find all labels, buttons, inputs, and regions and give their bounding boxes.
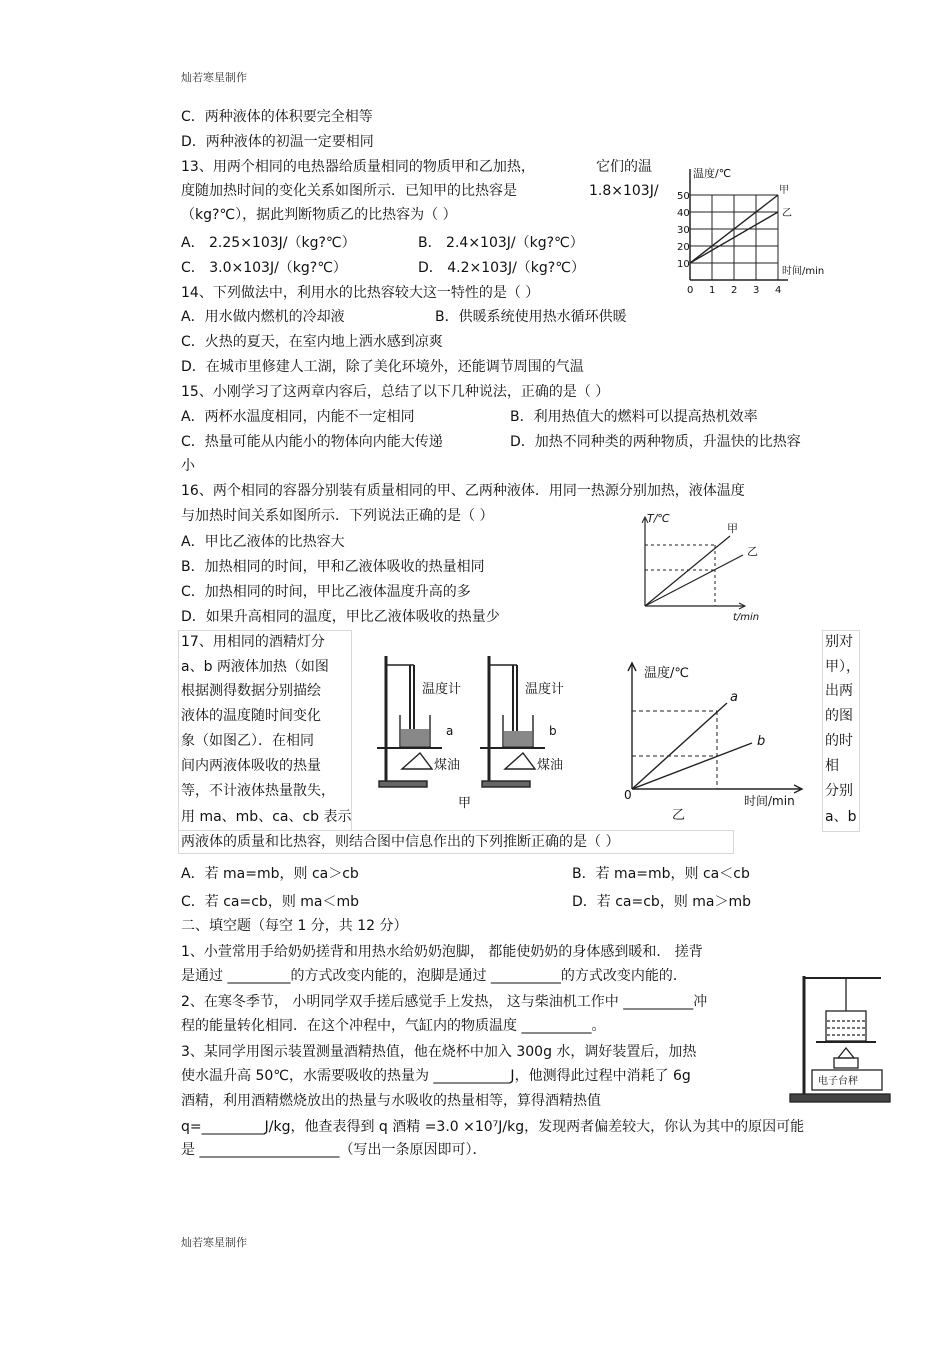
q15-option-c: C．热量可能从内能小的物体向内能大传递	[181, 434, 443, 450]
q15-stem: 15、小刚学习了这两章内容后，总结了以下几种说法，正确的是（ ）	[181, 384, 610, 400]
q13-option-a: A． 2.25×103J/（kg?℃）	[181, 235, 356, 251]
q17-thermometer-1: 温度计	[422, 682, 462, 697]
q17-ab: a、b	[825, 809, 857, 825]
q14-option-d: D．在城市里修建人工湖，除了美化环境外，还能调节周围的气温	[181, 359, 584, 375]
q13-stem-1b: 它们的温	[596, 159, 652, 175]
q17-fuel-1: 煤油	[434, 758, 461, 773]
q12-option-c: C．两种液体的体积要完全相等	[181, 109, 373, 125]
q13-stem-2b: 1.8×103J/	[589, 183, 659, 199]
page-footer: 灿若寒星制作	[181, 1236, 247, 1249]
q17-use: 用 ma、mb、ca、cb 表示	[181, 809, 352, 825]
q13-figure	[670, 163, 840, 298]
q16-option-c: C．加热相同的时间，甲比乙液体温度升高的多	[181, 584, 471, 600]
q13-option-b: B． 2.4×103J/（kg?℃）	[418, 235, 584, 251]
fill1-line-2: 是通过 _________的方式改变内能的，泡脚是通过 __________的方式改变内能的．	[181, 968, 687, 984]
q13-xtick-3: 3	[753, 285, 760, 296]
fill3-figure	[786, 966, 896, 1108]
q17-liquid-a: a	[446, 724, 454, 738]
q15-option-b: B．利用热值大的燃料可以提高热机效率	[510, 409, 758, 425]
q17-right-6: 相	[825, 758, 839, 774]
fill3-line-5: 是 ____________________（写出一条原因即可）．	[181, 1142, 487, 1158]
q13-xtick-0: 0	[687, 285, 694, 296]
q14-stem: 14、下列做法中，利用水的比热容较大这一特性的是（ ）	[181, 285, 540, 301]
q13-stem-2: 度随加热时间的变化关系如图所示．已知甲的比热容是	[181, 183, 517, 199]
q13-ylabel: 温度/℃	[693, 167, 732, 180]
q13-ytick-40: 40	[677, 208, 690, 219]
q16-series-b: 乙	[747, 545, 758, 558]
q17-label-jia: 甲	[458, 796, 472, 811]
q16-ylabel: T/℃	[647, 512, 670, 525]
q13-option-c: C． 3.0×103J/（kg?℃）	[181, 260, 347, 276]
q13-ytick-10: 10	[677, 259, 690, 270]
q15-option-a: A．两杯水温度相同，内能不一定相同	[181, 409, 415, 425]
q17-option-c: C．若 ca=cb，则 ma＜mb	[181, 894, 360, 910]
q17-origin: 0	[624, 788, 632, 802]
q17-figure	[352, 651, 822, 826]
q14-option-c: C．火热的夏天，在室内地上洒水感到凉爽	[181, 334, 443, 350]
q17-right-4: 的图	[825, 708, 853, 724]
q17-left-1: 17、用相同的酒精灯分	[181, 634, 325, 650]
q17-left-5: 象（如图乙）．在相同	[181, 733, 314, 749]
fill2-line-2: 程的能量转化相同．在这个冲程中，气缸内的物质温度 __________。	[181, 1018, 606, 1034]
q16-option-a: A．甲比乙液体的比热容大	[181, 534, 345, 550]
q13-ytick-30: 30	[677, 225, 690, 236]
q17-option-a: A．若 ma=mb，则 ca＞cb	[181, 866, 359, 882]
q13-stem-1: 13、用两个相同的电热器给质量相同的物质甲和乙加热，	[181, 159, 535, 175]
q17-ylabel: 温度/℃	[644, 666, 689, 681]
q13-series-b: 乙	[782, 208, 792, 219]
q17-left-6: 间内两液体吸收的热量	[181, 758, 321, 774]
q17-right-7: 分别	[825, 783, 853, 799]
q13-option-d: D． 4.2×103J/（kg?℃）	[418, 260, 585, 276]
q17-left-3: 根据测得数据分别描绘	[181, 683, 321, 699]
q13-series-a: 甲	[779, 185, 789, 196]
fill3-scale-label: 电子台秤	[818, 1076, 858, 1087]
q16-option-b: B．加热相同的时间，甲和乙液体吸收的热量相同	[181, 559, 485, 575]
q17-fuel-2: 煤油	[537, 758, 564, 773]
q12-option-d: D．两种液体的初温一定要相同	[181, 134, 374, 150]
q13-xtick-2: 2	[731, 285, 738, 296]
q17-left-4: 液体的温度随时间变化	[181, 708, 321, 724]
q17-liquid-b: b	[549, 724, 557, 738]
fill3-line-3: 酒精，利用酒精燃烧放出的热量与水吸收的热量相等，算得酒精热值	[181, 1093, 601, 1109]
fill2-line-1: 2、在寒冬季节， 小明同学双手搓后感觉手上发热， 这与柴油机工作中 __________冲	[181, 994, 708, 1010]
q17-option-d: D．若 ca=cb，则 ma＞mb	[572, 894, 752, 910]
q17-label-yi: 乙	[672, 808, 686, 823]
fill3-line-2: 使水温升高 50℃，水需要吸收的热量为 ___________J，他测得此过程中消耗了 6g	[181, 1068, 691, 1084]
q17-series-b: b	[757, 734, 766, 749]
q17-series-a: a	[730, 690, 738, 705]
q16-stem-2: 与加热时间关系如图所示．下列说法正确的是（ ）	[181, 508, 494, 524]
q13-xlabel: 时间/min	[782, 266, 825, 277]
page-header: 灿若寒星制作	[181, 71, 247, 84]
q13-xtick-1: 1	[709, 285, 716, 296]
q17-thermometer-2: 温度计	[525, 682, 565, 697]
q15-option-d-cont: 小	[181, 458, 195, 474]
q15-option-d: D．加热不同种类的两种物质，升温快的比热容	[510, 434, 801, 450]
fill3-line-4: q=_________J/kg，他查表得到 q 酒精 =3.0 ×10⁷J/kg，发现两者偏差较大，你认为其中的原因可能	[181, 1119, 805, 1135]
q17-option-b: B．若 ma=mb，则 ca＜cb	[572, 866, 750, 882]
q16-series-a: 甲	[727, 522, 738, 535]
q13-stem-3: （kg?℃），据此判断物质乙的比热容为（ ）	[181, 207, 457, 223]
q13-ytick-20: 20	[677, 242, 690, 253]
q17-right-3: 出两	[825, 683, 853, 699]
section-2-title: 二、填空题（每空 1 分，共 12 分）	[181, 918, 408, 934]
fill3-line-1: 3、某同学用图示装置测量酒精热值，他在烧杯中加入 300g 水，调好装置后，加热	[181, 1044, 697, 1060]
fill1-line-1: 1、小萱常用手给奶奶搓背和用热水给奶奶泡脚， 都能使奶奶的身体感到暖和． 搓背	[181, 944, 703, 960]
q14-option-b: B．供暖系统使用热水循环供暖	[435, 309, 627, 325]
q14-option-a: A．用水做内燃机的冷却液	[181, 309, 345, 325]
q17-right-1: 别对	[825, 634, 853, 650]
q17-right-5: 的时	[825, 733, 853, 749]
q13-ytick-50: 50	[677, 191, 690, 202]
q16-xlabel: t/min	[733, 612, 760, 623]
q13-xtick-4: 4	[775, 285, 782, 296]
q16-option-d: D．如果升高相同的温度，甲比乙液体吸收的热量少	[181, 609, 500, 625]
q17-left-2: a、b 两液体加热（如图	[181, 659, 329, 675]
q16-stem-1: 16、两个相同的容器分别装有质量相同的甲、乙两种液体．用同一热源分别加热，液体温度	[181, 483, 745, 499]
q17-xlabel: 时间/min	[744, 794, 795, 808]
q17-left-7: 等，不计液体热量散失，	[181, 783, 335, 799]
q17-last: 两液体的质量和比热容，则结合图中信息作出的下列推断正确的是（ ）	[181, 834, 620, 850]
q16-figure	[625, 508, 775, 626]
q17-right-2: 甲），	[825, 659, 860, 675]
